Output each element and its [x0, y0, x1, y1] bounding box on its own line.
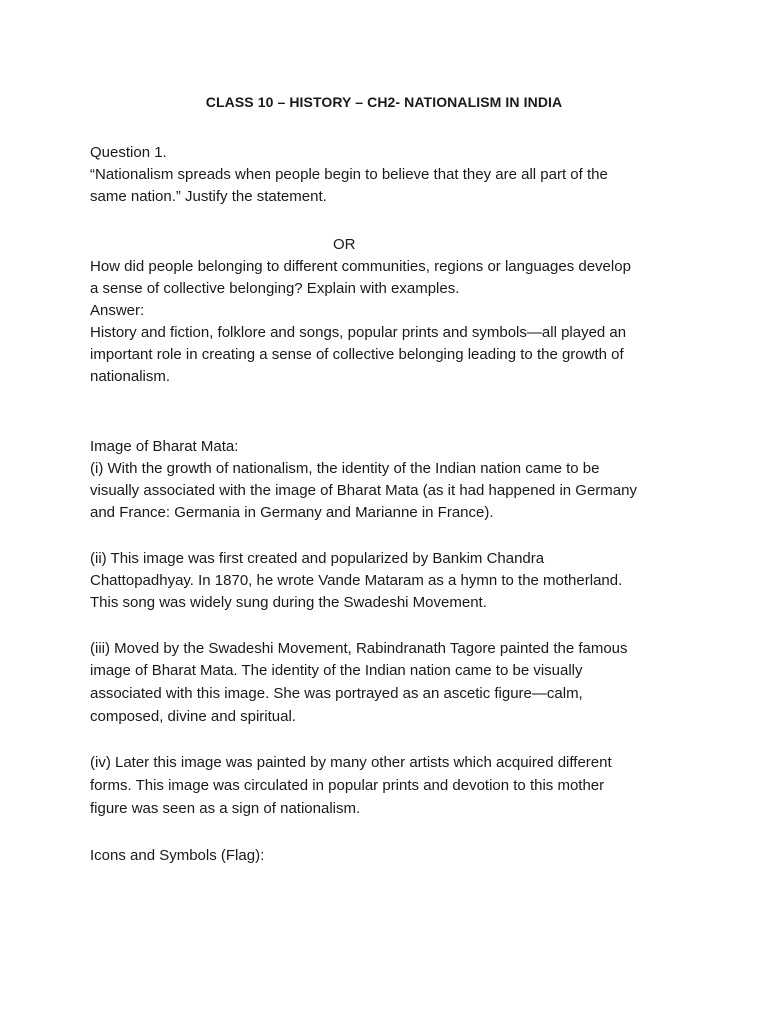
paragraph-line: figure was seen as a sign of nationalism. [90, 800, 361, 817]
section-heading: Icons and Symbols (Flag): [90, 847, 265, 864]
paragraph-line: This song was widely sung during the Swadeshi Movement. [90, 594, 487, 611]
answer-line: important role in creating a sense of collective belonging leading to the growth of [90, 346, 624, 363]
question-line: same nation.” Justify the statement. [90, 188, 327, 205]
answer-label: Answer: [90, 302, 145, 319]
paragraph-line: associated with this image. She was portrayed as an ascetic figure—calm, [90, 685, 583, 702]
paragraph-line: forms. This image was circulated in popular prints and devotion to this mother [90, 777, 605, 794]
paragraph-line: visually associated with the image of Bharat Mata (as it had happened in Germany [90, 482, 637, 499]
question-line: “Nationalism spreads when people begin to believe that they are all part of the [90, 166, 608, 183]
paragraph-line: (ii) This image was first created and popularized by Bankim Chandra [90, 550, 545, 567]
paragraph-line: image of Bharat Mata. The identity of the Indian nation came to be visually [90, 662, 583, 679]
question-label: Question 1. [90, 144, 167, 161]
alt-question-line: How did people belonging to different communities, regions or languages develop [90, 258, 631, 275]
or-separator: OR [333, 236, 356, 253]
section-heading: Image of Bharat Mata: [90, 438, 239, 455]
paragraph-line: composed, divine and spiritual. [90, 708, 296, 725]
answer-line: nationalism. [90, 368, 171, 385]
paragraph-line: (i) With the growth of nationalism, the identity of the Indian nation came to be [90, 460, 600, 477]
page-title: CLASS 10 – HISTORY – CH2- NATIONALISM IN INDIA [205, 94, 563, 110]
paragraph-line: Chattopadhyay. In 1870, he wrote Vande Mataram as a hymn to the motherland. [90, 572, 623, 589]
paragraph-line: (iv) Later this image was painted by many other artists which acquired different [90, 754, 612, 771]
answer-line: History and fiction, folklore and songs, popular prints and symbols—all played an [90, 324, 627, 341]
paragraph-line: (iii) Moved by the Swadeshi Movement, Rabindranath Tagore painted the famous [90, 640, 628, 657]
alt-question-line: a sense of collective belonging? Explain with examples. [90, 280, 460, 297]
paragraph-line: and France: Germania in Germany and Marianne in France). [90, 504, 494, 521]
